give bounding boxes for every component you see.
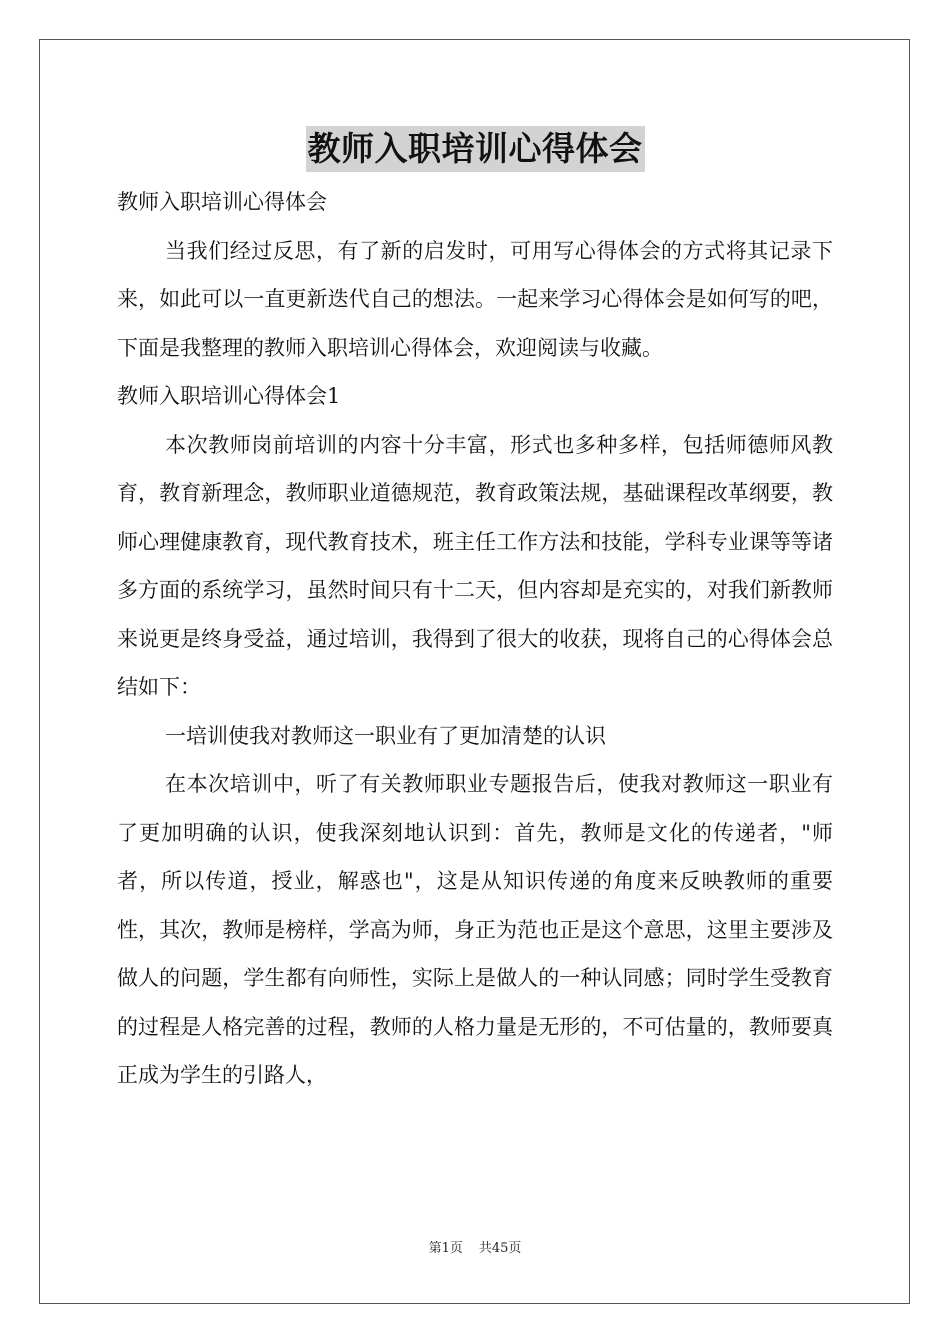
page-total: 共45页 bbox=[478, 1241, 522, 1256]
document-subtitle: 教师入职培训心得体会 bbox=[117, 190, 327, 214]
page-footer bbox=[0, 1237, 950, 1256]
document-body bbox=[117, 178, 833, 1100]
body-paragraph: 在本次培训中，听了有关教师职业专题报告后，使我对教师这一职业有了更加明确的认识，使我深刻地认识到：首先，教师是文化的传递者，"师者，所以传道，授业，解惑也"，这是从知识传递的角度来反映教师的重要性，其次，教师是榜样，学高为师，身正为范也正是这个意思，这里主要涉及做人的问题，学生都有向师性，实际上是做人的一种认同感；同时学生受教育的过程是人格完善的过程，教师的人格力量是无形的，不可估量的，教师要真正成为学生的引路人， bbox=[117, 772, 833, 1087]
section-heading: 教师入职培训心得体会1 bbox=[117, 384, 341, 408]
body-paragraph: 本次教师岗前培训的内容十分丰富，形式也多种多样，包括师德师风教育，教育新理念，教师职业道德规范，教育政策法规，基础课程改革纲要，教师心理健康教育，现代教育技术，班主任工作方法和技能，学科专业课等等诸多方面的系统学习，虽然时间只有十二天，但内容却是充实的，对我们新教师来说更是终身受益，通过培训，我得到了很大的收获，现将自己的心得体会总结如下： bbox=[117, 432, 833, 699]
document-title: 教师入职培训心得体会 bbox=[306, 126, 645, 172]
page-number: 第1页 bbox=[428, 1241, 463, 1256]
title-container bbox=[0, 126, 950, 172]
intro-paragraph: 当我们经过反思，有了新的启发时，可用写心得体会的方式将其记录下来，如此可以一直更新迭代自己的想法。一起来学习心得体会是如何写的吧，下面是我整理的教师入职培训心得体会，欢迎阅读与收藏。 bbox=[117, 238, 833, 360]
sub-heading: 一培训使我对教师这一职业有了更加清楚的认识 bbox=[165, 723, 606, 748]
